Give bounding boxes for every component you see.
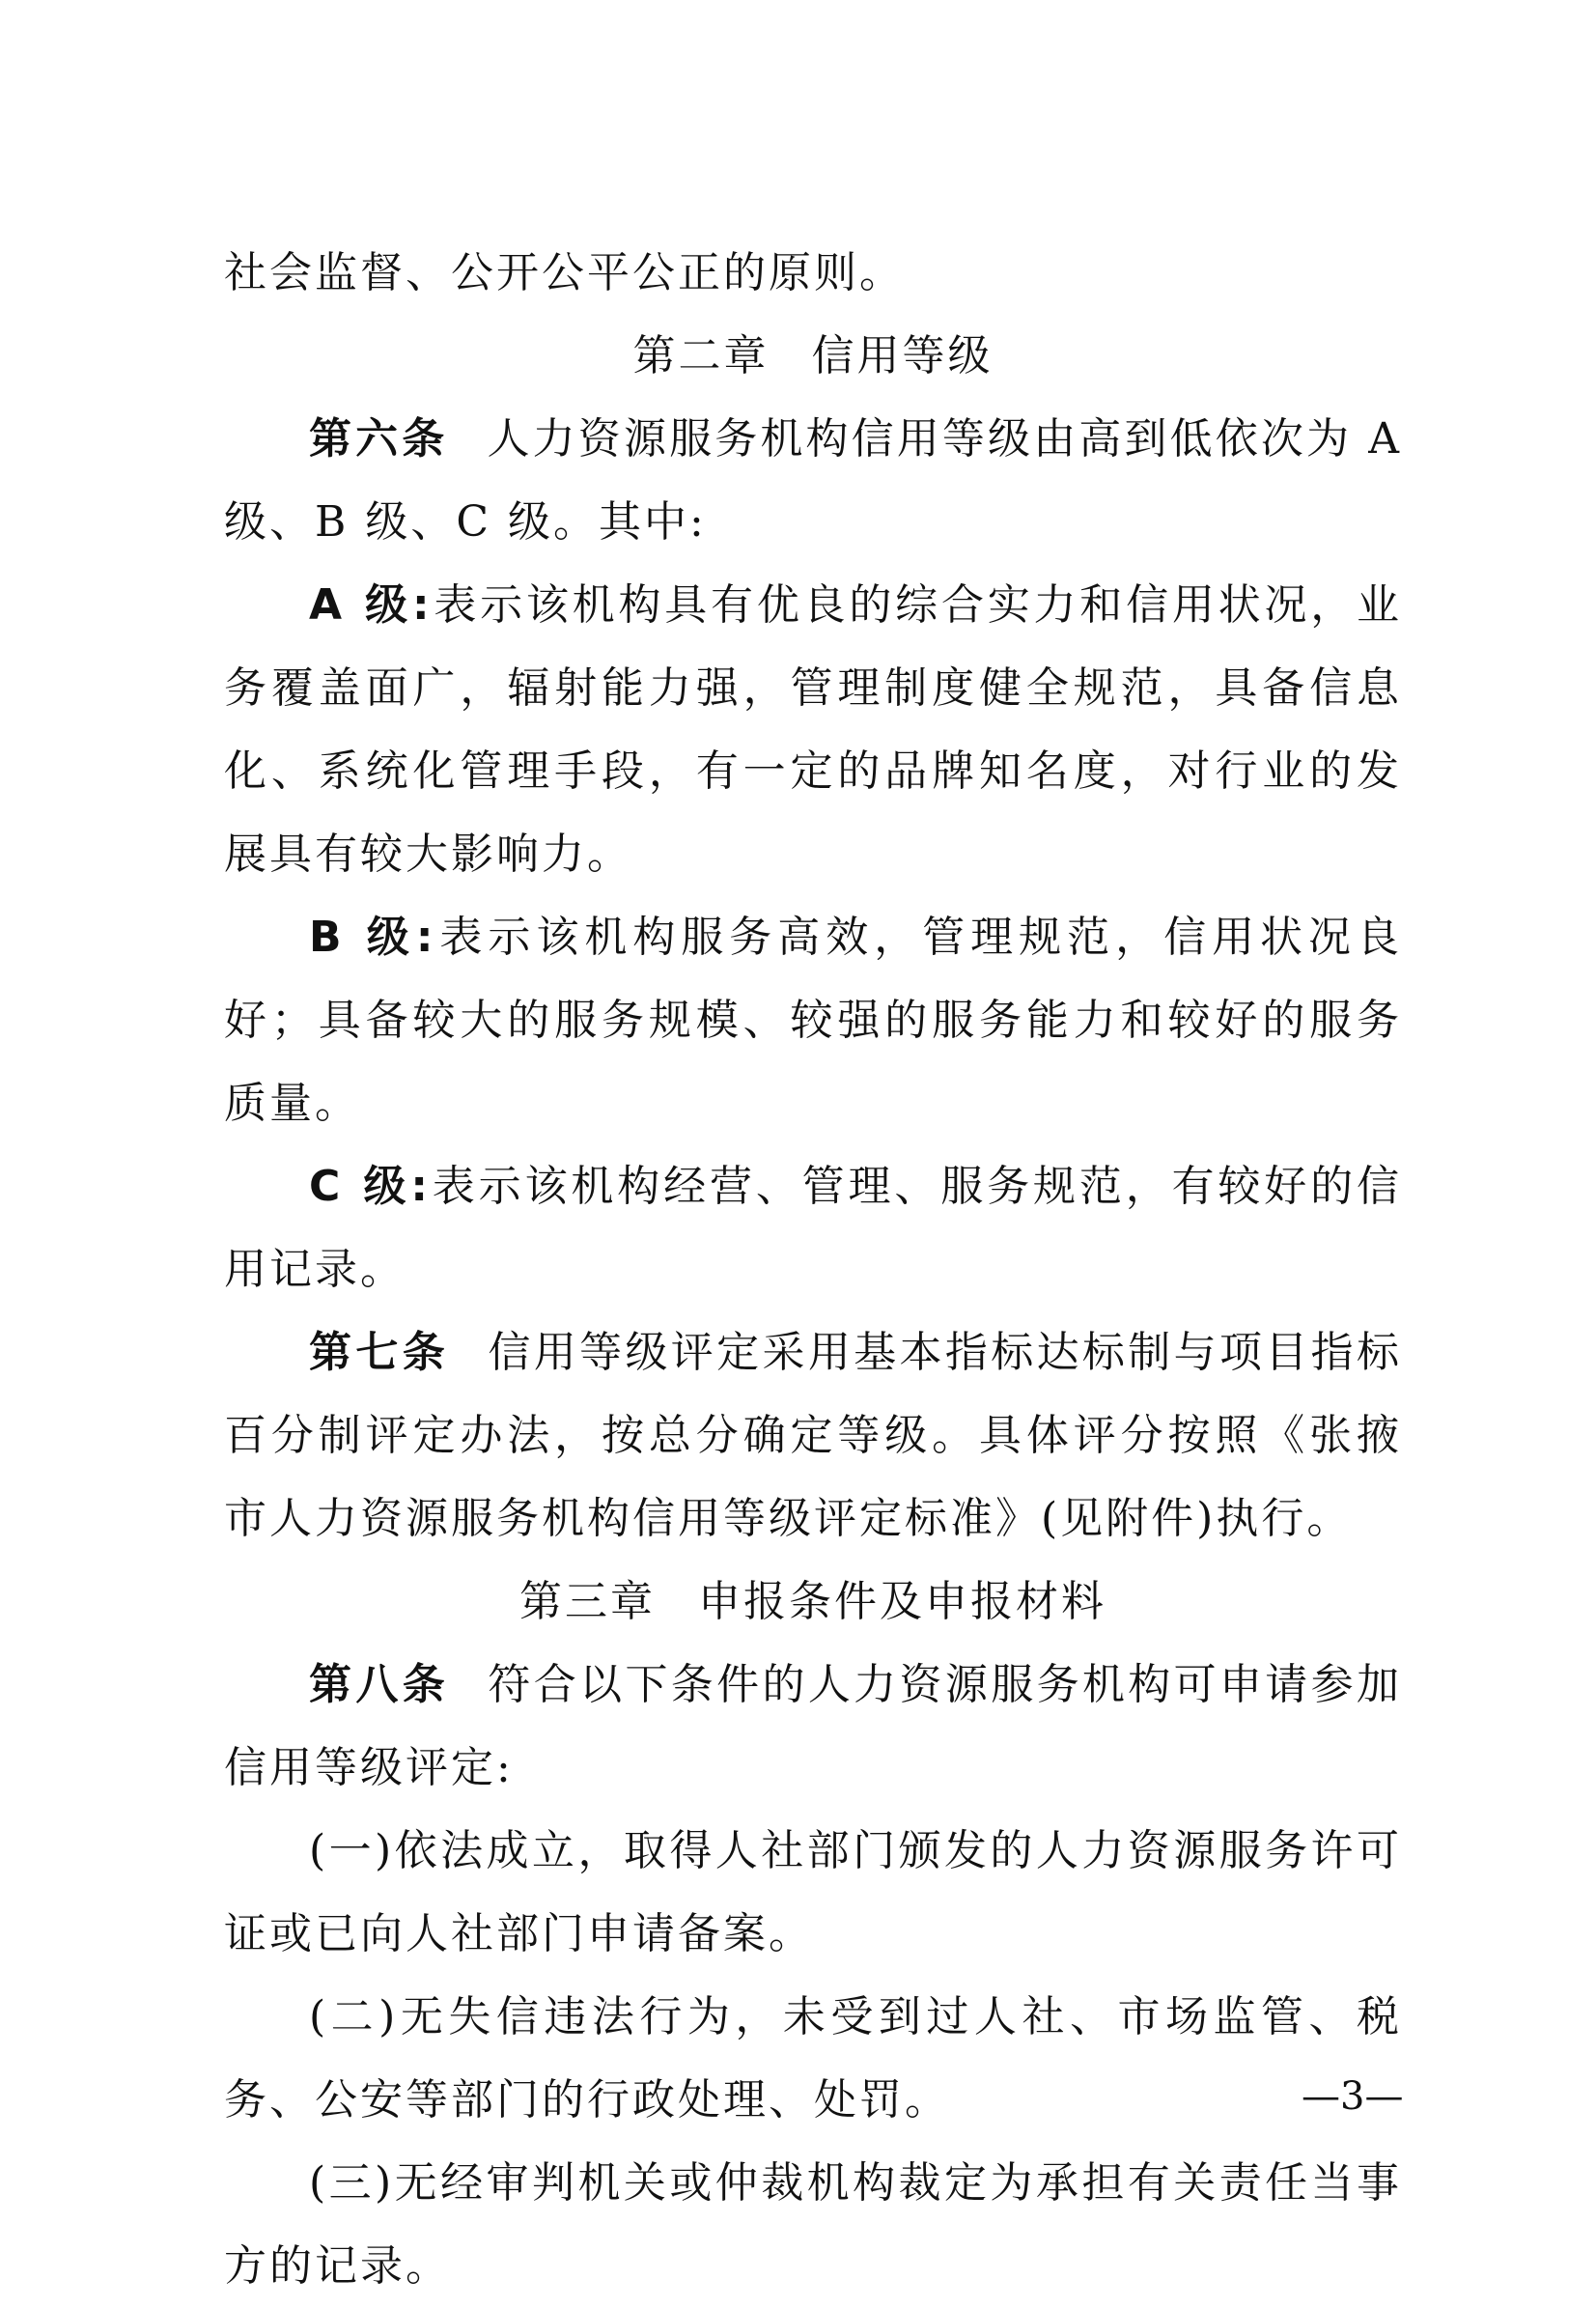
article-8 — [224, 1644, 1402, 1810]
grade-b-text: 表示该机构服务高效，管理规范，信用状况良好；具备较大的服务规模、较强的服务能力和较好的服务质量。 — [224, 913, 1403, 1128]
article-6-label: 第六条 — [309, 414, 449, 464]
opening-fragment: 社会监督、公开公平公正的原则。 — [224, 248, 905, 297]
grade-c-label: C 级: — [309, 1162, 432, 1211]
chapter-2-heading — [224, 315, 1402, 398]
article-8-label: 第八条 — [309, 1660, 450, 1709]
article-7-label: 第七条 — [309, 1328, 450, 1377]
article-6-text: 人力资源服务机构信用等级由高到低依次为 A 级、B 级、C 级。其中: — [224, 414, 1402, 547]
chapter-2-title: 信用等级 — [811, 331, 994, 380]
chapter-3-heading — [224, 1561, 1402, 1644]
grade-a-text: 表示该机构具有优良的综合实力和信用状况，业务覆盖面广，辐射能力强，管理制度健全规范，具备信息化、系统化管理手段，有一定的品牌知名度，对行业的发展具有较大影响力。 — [224, 580, 1403, 879]
document-body — [224, 232, 1402, 2308]
condition-item-2: (二)无失信违法行为，未受到过人社、市场监管、税务、公安等部门的行政处理、处罚。 — [224, 1992, 1402, 2125]
article-7 — [224, 1311, 1402, 1561]
chapter-3-title: 申报条件及申报材料 — [698, 1577, 1106, 1626]
grade-b-label: B 级: — [309, 913, 437, 962]
chapter-3-number: 第三章 — [519, 1577, 656, 1626]
page-number: —3— — [1302, 2074, 1404, 2119]
condition-item-1: (一)依法成立，取得人社部门颁发的人力资源服务许可证或已向人社部门申请备案。 — [224, 1826, 1402, 1958]
article-7-text: 信用等级评定采用基本指标达标制与项目指标百分制评定办法，按总分确定等级。具体评分按照《张掖市人力资源服务机构信用等级评定标准》(见附件)执行。 — [224, 1328, 1403, 1543]
condition-item-3: (三)无经审判机关或仲裁机构裁定为承担有关责任当事方的记录。 — [224, 2158, 1402, 2291]
grade-c-text: 表示该机构经营、管理、服务规范，有较好的信用记录。 — [224, 1162, 1402, 1294]
article-8-text: 符合以下条件的人力资源服务机构可申请参加信用等级评定: — [224, 1660, 1403, 1792]
grade-c — [224, 1145, 1402, 1311]
grade-a — [224, 564, 1402, 896]
article-6 — [224, 398, 1402, 564]
grade-a-label: A 级: — [309, 580, 434, 630]
chapter-2-number: 第二章 — [632, 331, 770, 380]
grade-b — [224, 896, 1402, 1145]
